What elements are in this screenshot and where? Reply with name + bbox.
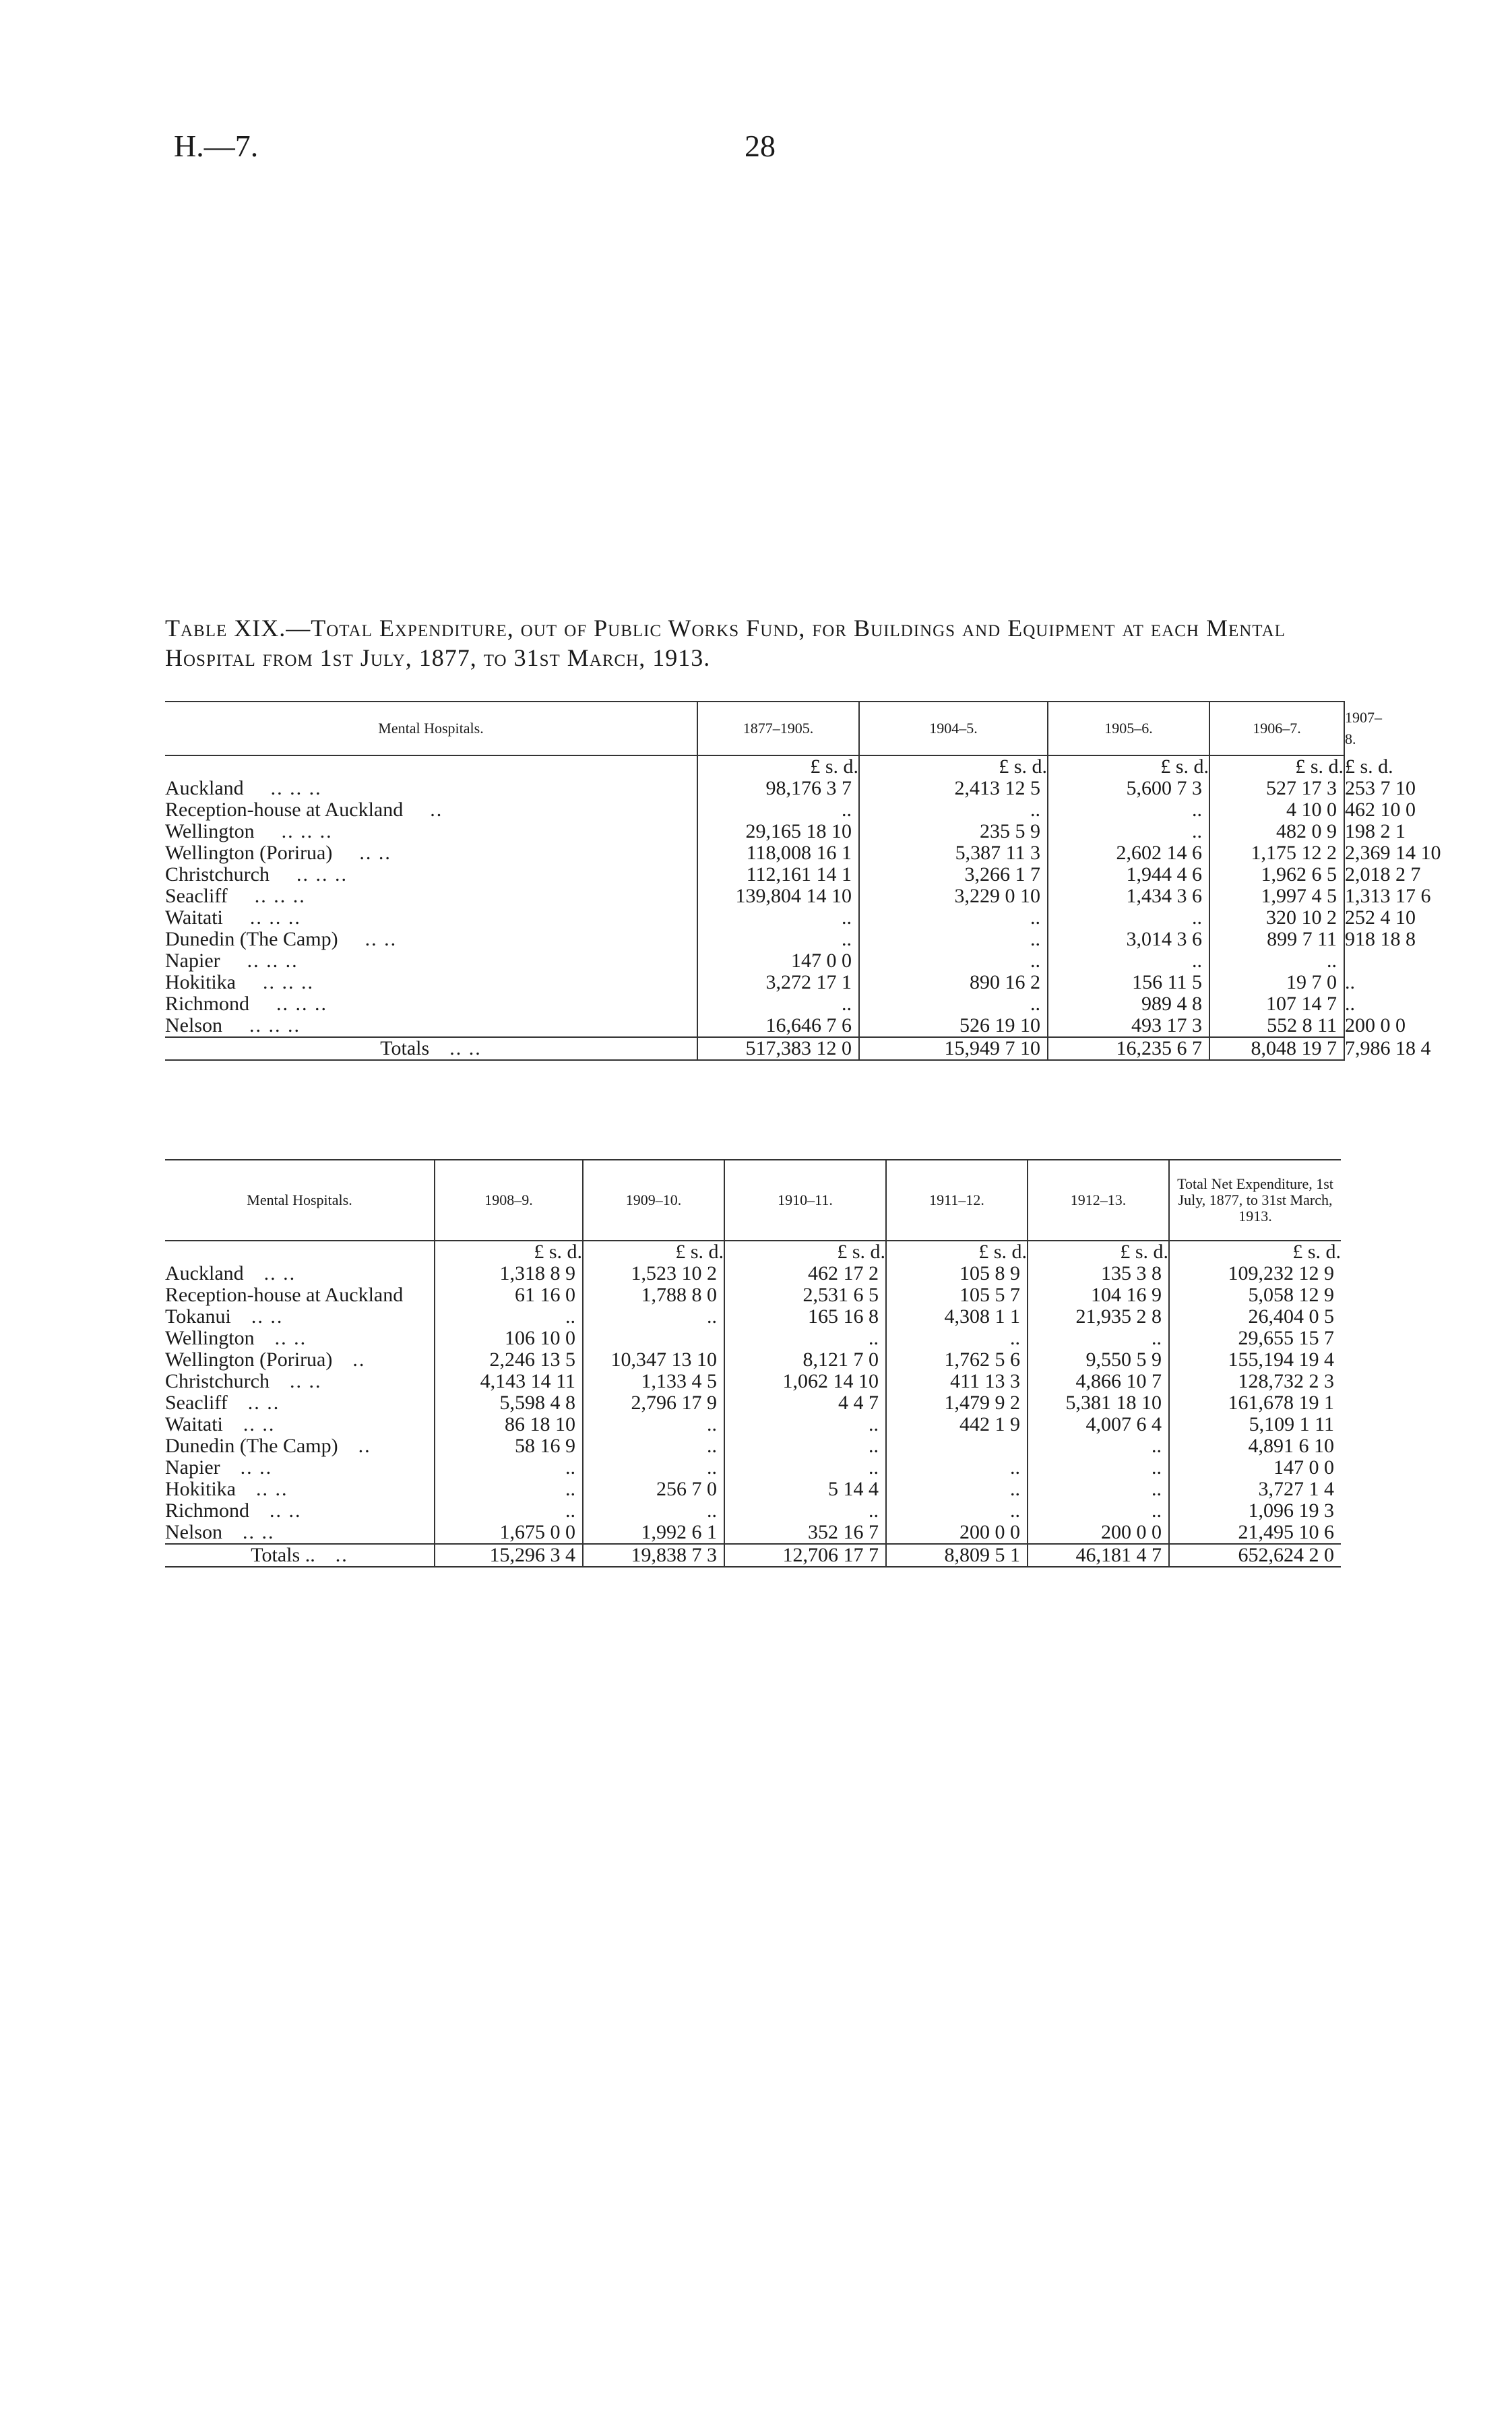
units-label: £ s. d. (1048, 755, 1209, 778)
amount-cell: 1,788 8 0 (583, 1284, 724, 1306)
amount-cell: .. (583, 1435, 724, 1457)
amount-cell: .. (697, 993, 859, 1015)
leader-dots: .. .. (449, 1037, 482, 1059)
amount-cell: 106 10 0 (435, 1328, 583, 1349)
leader-dots: .. .. (251, 1305, 284, 1328)
hospital-name-label: Dunedin (The Camp) (165, 928, 338, 950)
amount-cell: 5,600 7 3 (1048, 778, 1209, 799)
amount-cell: 1,318 8 9 (435, 1263, 583, 1284)
amount-cell: .. (859, 799, 1048, 821)
col-header-1877-1905: 1877–1905. (697, 702, 859, 755)
amount-cell: .. (697, 799, 859, 821)
table-row (165, 950, 1344, 972)
amount-cell: .. (583, 1414, 724, 1435)
units-label: £ s. d. (886, 1241, 1028, 1263)
amount-cell: 156 11 5 (1048, 972, 1209, 993)
amount-cell: 1,133 4 5 (583, 1371, 724, 1392)
amount-cell: .. (724, 1457, 886, 1479)
table-caption: Table XIX.—Total Expenditure, out of Public Works Fund, for Buildings and Equipment at each Mental Hospital from 1st July, 1877, to 31st March, 1913. (165, 615, 1286, 671)
leader-dots: .. .. .. (296, 863, 348, 886)
amount-cell: .. (1028, 1457, 1169, 1479)
units-label: £ s. d. (1169, 1241, 1341, 1263)
hospital-name (165, 821, 697, 842)
amount-cell: 989 4 8 (1048, 993, 1209, 1015)
amount-cell: 10,347 13 10 (583, 1349, 724, 1371)
amount-cell: 256 7 0 (583, 1479, 724, 1500)
leader-dots: .. .. (263, 1262, 296, 1284)
totals-label (165, 1544, 435, 1567)
amount-cell: 2,246 13 5 (435, 1349, 583, 1371)
leader-dots: .. .. .. (254, 885, 306, 907)
amount-cell: 29,165 18 10 (697, 821, 859, 842)
amount-cell: 58 16 9 (435, 1435, 583, 1457)
amount-cell: 2,602 14 6 (1048, 842, 1209, 864)
table-row: Wellington (Porirua) .. .. 118,008 16 1 5,387 11 3 2,602 14 6 1,175 12 2 2,369 14 10 (165, 842, 1441, 864)
hospital-name-label: Nelson (165, 1014, 222, 1036)
table-row: Seacliff .. .. .. 139,804 14 10 3,229 0 10 1,434 3 6 1,997 4 5 1,313 17 6 (165, 885, 1431, 907)
amount-cell: 200 0 0 (1028, 1522, 1169, 1544)
amount-cell: 29,655 15 7 (1169, 1328, 1341, 1349)
amount-cell: .. (435, 1500, 583, 1522)
hospital-name-label: Wellington (165, 1327, 255, 1349)
leader-dots: .. .. .. (249, 906, 301, 929)
leader-dots: .. .. .. (263, 971, 314, 993)
col-header-1912-13: 1912–13. (1028, 1160, 1169, 1241)
hospital-name (165, 864, 697, 886)
amount-cell: 4 10 0 (1209, 799, 1344, 821)
hospital-name-label: Dunedin (The Camp) (165, 1435, 338, 1457)
amount-cell: 161,678 19 1 (1169, 1392, 1341, 1414)
leader-dots: .. .. (243, 1521, 275, 1543)
hospital-name-label: Wellington (165, 820, 255, 842)
page-number: 28 (745, 129, 776, 163)
totals-amount: 16,235 6 7 (1048, 1037, 1209, 1060)
amount-cell: 3,229 0 10 (859, 886, 1048, 907)
amount-cell: 200 0 0 (886, 1522, 1028, 1544)
table-row (165, 1263, 1341, 1284)
amount-cell: 411 13 3 (886, 1371, 1028, 1392)
col-header-hospitals: Mental Hospitals. (165, 1160, 435, 1241)
hospital-name (165, 886, 697, 907)
amount-cell: 105 5 7 (886, 1284, 1028, 1306)
hospital-name (165, 972, 697, 993)
amount-cell: 5,387 11 3 (859, 842, 1048, 864)
amount-cell: 1,997 4 5 (1209, 886, 1344, 907)
table-row: Richmond .. .. .. .. .. 989 4 8 107 14 7 .. (165, 993, 1355, 1015)
hospital-name-label: Christchurch (165, 1370, 270, 1392)
hospital-name-label: Waitati (165, 1413, 223, 1435)
hospital-name (165, 1328, 435, 1349)
leader-dots: .. .. .. (276, 993, 327, 1015)
amount-cell: 1,944 4 6 (1048, 864, 1209, 886)
leader-dots: .. .. .. (247, 950, 298, 972)
hospital-name (165, 842, 697, 864)
table-row: Nelson .. .. .. 16,646 7 6 526 19 10 493 17 3 552 8 11 200 0 0 (165, 1014, 1406, 1036)
amount-cell: .. (583, 1306, 724, 1328)
amount-cell: 4 4 7 (724, 1392, 886, 1414)
amount-cell: .. (583, 1457, 724, 1479)
hospital-name (165, 1349, 435, 1371)
table-row: Hokitika .. .. .. 3,272 17 1 890 16 2 156 11 5 19 7 0 .. (165, 971, 1355, 993)
amount-cell: 21,935 2 8 (1028, 1306, 1169, 1328)
col-header-1905-6: 1905–6. (1048, 702, 1209, 755)
hospital-name (165, 1435, 435, 1457)
table-row (165, 1392, 1341, 1414)
amount-cell: 107 14 7 (1209, 993, 1344, 1015)
amount-cell: 4,891 6 10 (1169, 1435, 1341, 1457)
totals-label (165, 1037, 697, 1060)
table-row (165, 1349, 1341, 1371)
units-label: £ s. d. (1209, 755, 1344, 778)
amount-cell: .. (1209, 950, 1344, 972)
amount-cell: 5,598 4 8 (435, 1392, 583, 1414)
hospital-name (165, 1263, 435, 1284)
amount-cell: 4,308 1 1 (886, 1306, 1028, 1328)
amount-cell: 899 7 11 (1209, 929, 1344, 950)
leader-dots: .. .. (247, 1392, 280, 1414)
amount-cell: .. (886, 1328, 1028, 1349)
units-label: £ s. d. (583, 1241, 724, 1263)
amount-cell: 19 7 0 (1209, 972, 1344, 993)
leader-dots: .. .. (256, 1478, 288, 1500)
hospital-name-label: Richmond (165, 1499, 249, 1522)
amount-cell: .. (724, 1500, 886, 1522)
expenditure-table-1877-1908: Mental Hospitals. 1877–1905. 1904–5. 1905–6. 1906–7. 1907–8. £ s. d. £ s. d. £ s. d. £ s. d. £ s. d. Auckland .. .. .. 98,176 3 7 2,413 12 5 5,600 7 3 527 17 3 253 7 10 Reception-house at Auckland .. .. .. .. 4 10 0 462 10 0 Wellington .. .. .. 29,165 18 10 235 5 9 .. 482 0 9 198 2 1 Wellington (Porirua) .. .. 118,008 16 1 5,387 11 3 2,602 14 6 1,175 12 2 2,369 14 10 Christchurch .. .. .. 112,161 14 1 3,266 1 7 1,944 4 6 1,962 6 5 2,018 2 7 Seacliff .. .. .. 139,804 14 10 3,229 0 10 1,434 3 6 1,997 4 5 1,313 17 6 Waitati .. .. .. .. .. .. 320 10 2 252 4 10 Dunedin (The Camp) .. .. .. .. 3,014 3 6 899 7 11 918 18 8 Napier .. .. .. 147 0 0 .. .. .. Hokitika .. .. .. 3,272 17 1 890 16 2 156 11 5 19 7 0 .. Richmond .. .. .. .. .. 989 4 8 107 14 7 .. Nelson .. .. .. 16,646 7 6 526 19 10 493 17 3 552 8 11 200 0 0 Totals .. .. 517,383 12 0 15,949 7 10 16,235 6 7 8,048 19 7 7,986 18 4 (165, 701, 1344, 1061)
amount-cell: 320 10 2 (1209, 907, 1344, 929)
amount-cell: 4,866 10 7 (1028, 1371, 1169, 1392)
hospital-name (165, 1414, 435, 1435)
amount-cell: 1,762 5 6 (886, 1349, 1028, 1371)
amount-cell: 1,096 19 3 (1169, 1500, 1341, 1522)
expenditure-table-1908-1913 (165, 1159, 1341, 1568)
amount-cell: 147 0 0 (697, 950, 859, 972)
amount-cell: .. (697, 907, 859, 929)
amount-cell: .. (1048, 907, 1209, 929)
hospital-name-label: Hokitika (165, 1478, 236, 1500)
hospital-name (165, 993, 697, 1015)
amount-cell: 552 8 11 (1209, 1015, 1344, 1037)
leader-dots: .. .. (365, 928, 398, 950)
totals-amount: 652,624 2 0 (1169, 1544, 1341, 1567)
hospital-name (165, 778, 697, 799)
amount-cell: 890 16 2 (859, 972, 1048, 993)
amount-cell: 139,804 14 10 (697, 886, 859, 907)
hospital-name-label: Waitati (165, 906, 223, 929)
col-header-total: Total Net Expenditure, 1st July, 1877, to 31st March, 1913. (1169, 1160, 1341, 1241)
units-row (165, 1241, 1341, 1263)
table-row (165, 1328, 1341, 1349)
hospital-name (165, 1479, 435, 1500)
amount-cell (886, 1435, 1028, 1457)
units-label: £ s. d. (724, 1241, 886, 1263)
table-row (165, 1435, 1341, 1457)
hospital-name (165, 1015, 697, 1037)
totals-text: Totals (380, 1037, 430, 1059)
hospital-name (165, 1457, 435, 1479)
amount-cell: 493 17 3 (1048, 1015, 1209, 1037)
amount-cell: 3,272 17 1 (697, 972, 859, 993)
amount-cell: 4,143 14 11 (435, 1371, 583, 1392)
col-header-1904-5: 1904–5. (859, 702, 1048, 755)
amount-cell: 1,434 3 6 (1048, 886, 1209, 907)
amount-cell: 16,646 7 6 (697, 1015, 859, 1037)
hospital-name-label: Hokitika (165, 971, 236, 993)
amount-cell: 462 17 2 (724, 1263, 886, 1284)
amount-cell: 4,007 6 4 (1028, 1414, 1169, 1435)
table-row (165, 1522, 1341, 1544)
col-header-1906-7: 1906–7. (1209, 702, 1344, 755)
units-label: £ s. d. (435, 1241, 583, 1263)
amount-cell: 147 0 0 (1169, 1457, 1341, 1479)
totals-amount: 15,949 7 10 (859, 1037, 1048, 1060)
table-row: Waitati .. .. .. .. .. .. 320 10 2 252 4 10 (165, 906, 1416, 929)
amount-cell: 5 14 4 (724, 1479, 886, 1500)
leader-dots: .. .. (270, 1499, 302, 1522)
table-row (165, 1457, 1341, 1479)
amount-cell: 1,175 12 2 (1209, 842, 1344, 864)
amount-cell: .. (1048, 799, 1209, 821)
amount-cell: .. (724, 1435, 886, 1457)
amount-cell: 135 3 8 (1028, 1263, 1169, 1284)
hospital-name-label: Wellington (Porirua) (165, 842, 333, 864)
amount-cell: 3,014 3 6 (1048, 929, 1209, 950)
totals-amount: 15,296 3 4 (435, 1544, 583, 1567)
amount-cell: 1,062 14 10 (724, 1371, 886, 1392)
totals-amount: 8,048 19 7 (1209, 1037, 1344, 1060)
amount-cell: 112,161 14 1 (697, 864, 859, 886)
amount-cell: .. (859, 950, 1048, 972)
table-row (165, 1500, 1341, 1522)
amount-cell: 1,675 0 0 (435, 1522, 583, 1544)
amount-cell: .. (435, 1479, 583, 1500)
units-label: £ s. d. (1028, 1241, 1169, 1263)
leader-dots: .. (358, 1435, 371, 1457)
amount-cell: .. (1028, 1479, 1169, 1500)
amount-cell: 86 18 10 (435, 1414, 583, 1435)
amount-cell (583, 1328, 724, 1349)
hospital-name (165, 1500, 435, 1522)
hospital-name-label: Auckland (165, 1262, 244, 1284)
amount-cell: .. (1028, 1328, 1169, 1349)
hospital-name-label: Christchurch (165, 863, 270, 886)
amount-cell: 26,404 0 5 (1169, 1306, 1341, 1328)
hospital-name-label: Nelson (165, 1521, 222, 1543)
amount-cell: 1,962 6 5 (1209, 864, 1344, 886)
amount-cell: 118,008 16 1 (697, 842, 859, 864)
hospital-name (165, 1284, 435, 1306)
leader-dots: .. (352, 1348, 366, 1371)
table-row (165, 1306, 1341, 1328)
totals-amount: 46,181 4 7 (1028, 1544, 1169, 1567)
totals-amount: 8,809 5 1 (886, 1544, 1028, 1567)
units-label: £ s. d. (859, 755, 1048, 778)
table-row (165, 1414, 1341, 1435)
amount-cell: .. (886, 1500, 1028, 1522)
amount-cell: .. (859, 907, 1048, 929)
leader-dots: .. .. (274, 1327, 307, 1349)
leader-dots: .. .. (289, 1370, 322, 1392)
totals-row: Totals .. .. 517,383 12 0 15,949 7 10 16,235 6 7 8,048 19 7 7,986 18 4 (165, 1037, 1344, 1060)
table-row: Auckland .. .. .. 98,176 3 7 2,413 12 5 5,600 7 3 527 17 3 253 7 10 (165, 777, 1416, 799)
amount-cell: 3,266 1 7 (859, 864, 1048, 886)
totals-row (165, 1544, 1341, 1567)
hospital-name-label: Reception-house at Auckland (165, 1284, 404, 1306)
page-header-left: H.—7. (174, 129, 259, 163)
amount-cell: 526 19 10 (859, 1015, 1048, 1037)
hospital-name-label: Wellington (Porirua) (165, 1348, 333, 1371)
leader-dots: .. .. .. (249, 1014, 301, 1036)
totals-amount: 517,383 12 0 (697, 1037, 859, 1060)
amount-cell: .. (1048, 950, 1209, 972)
amount-cell: 105 8 9 (886, 1263, 1028, 1284)
amount-cell: 8,121 7 0 (724, 1349, 886, 1371)
hospital-name-label: Napier (165, 1456, 220, 1479)
amount-cell: 1,479 9 2 (886, 1392, 1028, 1414)
amount-cell: 2,531 6 5 (724, 1284, 886, 1306)
table-row: Dunedin (The Camp) .. .. .. .. 3,014 3 6 899 7 11 918 18 8 (165, 928, 1416, 950)
amount-cell: 9,550 5 9 (1028, 1349, 1169, 1371)
amount-cell: 352 16 7 (724, 1522, 886, 1544)
hospital-name (165, 929, 697, 950)
hospital-name-label: Tokanui (165, 1305, 231, 1328)
hospital-name (165, 1392, 435, 1414)
amount-cell: .. (435, 1457, 583, 1479)
hospital-name-label: Seacliff (165, 1392, 228, 1414)
hospital-name-label: Napier (165, 950, 220, 972)
leader-dots: .. .. .. (270, 777, 322, 799)
amount-cell: .. (1048, 821, 1209, 842)
amount-cell: 3,727 1 4 (1169, 1479, 1341, 1500)
amount-cell: 527 17 3 (1209, 778, 1344, 799)
col-header-1908-9: 1908–9. (435, 1160, 583, 1241)
units-label: £ s. d. (697, 755, 859, 778)
hospital-name-label: Richmond (165, 993, 249, 1015)
table-row (165, 1284, 1341, 1306)
table-row (165, 1479, 1341, 1500)
amount-cell: .. (724, 1414, 886, 1435)
amount-cell: .. (697, 929, 859, 950)
amount-cell: .. (886, 1457, 1028, 1479)
leader-dots: .. .. (240, 1456, 273, 1479)
amount-cell: 61 16 0 (435, 1284, 583, 1306)
hospital-name-label: Seacliff (165, 885, 228, 907)
amount-cell: 5,109 1 11 (1169, 1414, 1341, 1435)
amount-cell: .. (435, 1306, 583, 1328)
amount-cell: 5,058 12 9 (1169, 1284, 1341, 1306)
amount-cell: .. (859, 993, 1048, 1015)
amount-cell: 21,495 10 6 (1169, 1522, 1341, 1544)
amount-cell: .. (859, 929, 1048, 950)
amount-cell: .. (1028, 1500, 1169, 1522)
col-header-hospitals: Mental Hospitals. (165, 702, 697, 755)
amount-cell: 482 0 9 (1209, 821, 1344, 842)
totals-amount: 12,706 17 7 (724, 1544, 886, 1567)
hospital-name (165, 950, 697, 972)
hospital-name-label: Reception-house at Auckland (165, 799, 404, 821)
leader-dots: .. (335, 1544, 348, 1566)
amount-cell: 1,992 6 1 (583, 1522, 724, 1544)
units-row: £ s. d. £ s. d. £ s. d. £ s. d. £ s. d. (165, 755, 1344, 778)
amount-cell: 155,194 19 4 (1169, 1349, 1341, 1371)
amount-cell: 1,523 10 2 (583, 1263, 724, 1284)
table-row: Christchurch .. .. .. 112,161 14 1 3,266 1 7 1,944 4 6 1,962 6 5 2,018 2 7 (165, 863, 1421, 886)
amount-cell: 128,732 2 3 (1169, 1371, 1341, 1392)
hospital-name (165, 1371, 435, 1392)
amount-cell: 104 16 9 (1028, 1284, 1169, 1306)
amount-cell: .. (886, 1479, 1028, 1500)
amount-cell: 165 16 8 (724, 1306, 886, 1328)
totals-amount: 19,838 7 3 (583, 1544, 724, 1567)
amount-cell: 2,413 12 5 (859, 778, 1048, 799)
hospital-name-label: Auckland (165, 777, 244, 799)
col-header-1910-11: 1910–11. (724, 1160, 886, 1241)
table-row (165, 1371, 1341, 1392)
table-row: Wellington .. .. .. 29,165 18 10 235 5 9 .. 482 0 9 198 2 1 (165, 820, 1406, 842)
amount-cell: 442 1 9 (886, 1414, 1028, 1435)
leader-dots: .. .. .. (281, 820, 333, 842)
hospital-name (165, 1522, 435, 1544)
amount-cell: .. (583, 1500, 724, 1522)
hospital-name (165, 799, 697, 821)
hospital-name (165, 907, 697, 929)
table-row: Reception-house at Auckland .. .. .. .. 4 10 0 462 10 0 (165, 799, 1416, 821)
leader-dots: .. .. (359, 842, 391, 864)
amount-cell: 235 5 9 (859, 821, 1048, 842)
amount-cell: 109,232 12 9 (1169, 1263, 1341, 1284)
hospital-name (165, 1306, 435, 1328)
amount-cell: 5,381 18 10 (1028, 1392, 1169, 1414)
leader-dots: .. .. (243, 1413, 276, 1435)
amount-cell: .. (724, 1328, 886, 1349)
leader-dots: .. (430, 799, 443, 821)
col-header-1911-12: 1911–12. (886, 1160, 1028, 1241)
totals-text: Totals .. (251, 1544, 315, 1566)
amount-cell: 98,176 3 7 (697, 778, 859, 799)
amount-cell: 2,796 17 9 (583, 1392, 724, 1414)
col-header-1909-10: 1909–10. (583, 1160, 724, 1241)
amount-cell: .. (1028, 1435, 1169, 1457)
